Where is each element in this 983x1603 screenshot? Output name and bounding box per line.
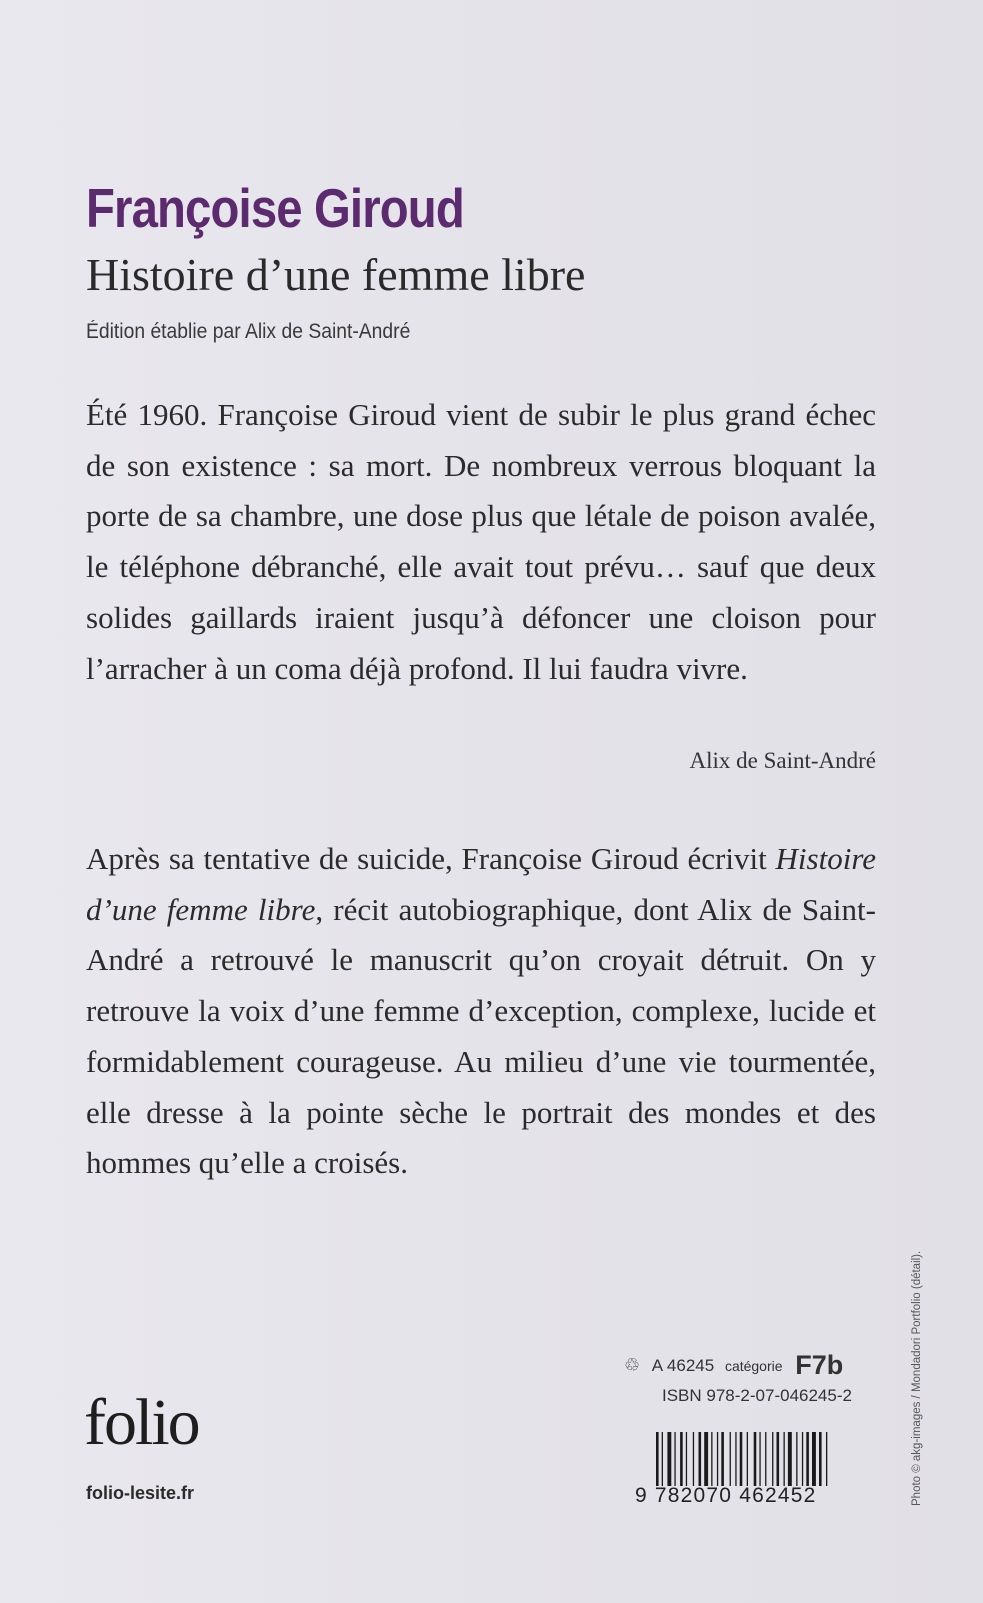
barcode-bar — [806, 1432, 809, 1486]
barcode-bar — [754, 1432, 757, 1486]
barcode-bar — [796, 1432, 797, 1486]
barcode-bar — [662, 1432, 663, 1486]
publisher-website: folio-lesite.fr — [86, 1483, 195, 1503]
barcode-bar — [735, 1432, 736, 1486]
isbn: ISBN 978-2-07-046245-2 — [662, 1386, 852, 1405]
barcode-bar — [819, 1432, 822, 1486]
recycle-icon: ♲ — [624, 1355, 641, 1375]
category-label: catégorie — [724, 1358, 783, 1374]
barcode-bar — [704, 1432, 708, 1486]
barcode-bar — [747, 1432, 748, 1486]
barcode-bar — [674, 1432, 675, 1486]
barcode-bar — [802, 1432, 803, 1486]
blurb-paragraph-1: Été 1960. Françoise Giroud vient de subir le plus grand échec de son existence : sa mort. De nombreux verrous bloquant la porte de sa chambre, une dose plus que létale de poison avalée, le téléphone débranché, elle avait tout prévu… sauf que deux solides gaillards iraient jusqu’à défoncer une cloison pour l’arracher à un coma déjà profond. Il lui faudra vivre. — [86, 397, 876, 686]
blurb-paragraph-2 — [86, 834, 876, 1189]
barcode-bar — [699, 1432, 702, 1486]
barcode-bar — [788, 1432, 792, 1486]
paragraph-2-start: Après sa tentative de suicide, Françoise Giroud écrivit — [86, 841, 776, 876]
barcode-bar — [765, 1432, 766, 1486]
barcode-number: 9 782070 462452 — [635, 1484, 817, 1507]
barcode-bar — [667, 1432, 671, 1486]
barcode-bar — [717, 1432, 718, 1486]
author-name: Françoise Giroud — [86, 177, 464, 239]
barcode-bar — [680, 1432, 683, 1486]
barcode-bar — [772, 1432, 773, 1486]
barcode-bar — [740, 1432, 743, 1486]
paragraph-2-end: , récit autobiographique, dont Alix de Saint-André a retrouvé le manuscrit qu’on croyait détruit. On y retrouve la voix d’une femme d’exception, complexe, lucide et formidablement courageuse. Au milieu d’une vie tourmentée, elle dresse à la pointe sèche le portrait des mondes et des hommes qu’elle a croisés. — [86, 891, 876, 1181]
photo-credit: Photo © akg-images / Mondadori Portfolio (détail). — [911, 1250, 923, 1506]
barcode-bar — [686, 1432, 687, 1486]
book-title: Histoire d’une femme libre — [86, 249, 586, 300]
barcode-bar — [812, 1432, 816, 1486]
barcode-bar — [759, 1432, 760, 1486]
barcode-bar — [826, 1432, 827, 1486]
reference-line — [624, 1350, 843, 1381]
blurb-signature: Alix de Saint-André — [689, 748, 876, 773]
edition-note: Édition établie par Alix de Saint-André — [86, 320, 411, 343]
barcode-bar — [656, 1432, 659, 1486]
barcode-bar — [693, 1432, 694, 1486]
paragraph-2-italic-title: Histoire d’une femme libre — [86, 841, 876, 927]
barcode-bar — [777, 1432, 780, 1486]
barcode-bar — [711, 1432, 712, 1486]
barcode-bar — [730, 1432, 731, 1486]
reference-number: A 46245 — [651, 1356, 715, 1375]
barcode-bar — [721, 1432, 724, 1486]
barcode-bar — [784, 1432, 785, 1486]
category-code: F7b — [795, 1350, 844, 1380]
folio-logo: folio — [84, 1386, 199, 1459]
